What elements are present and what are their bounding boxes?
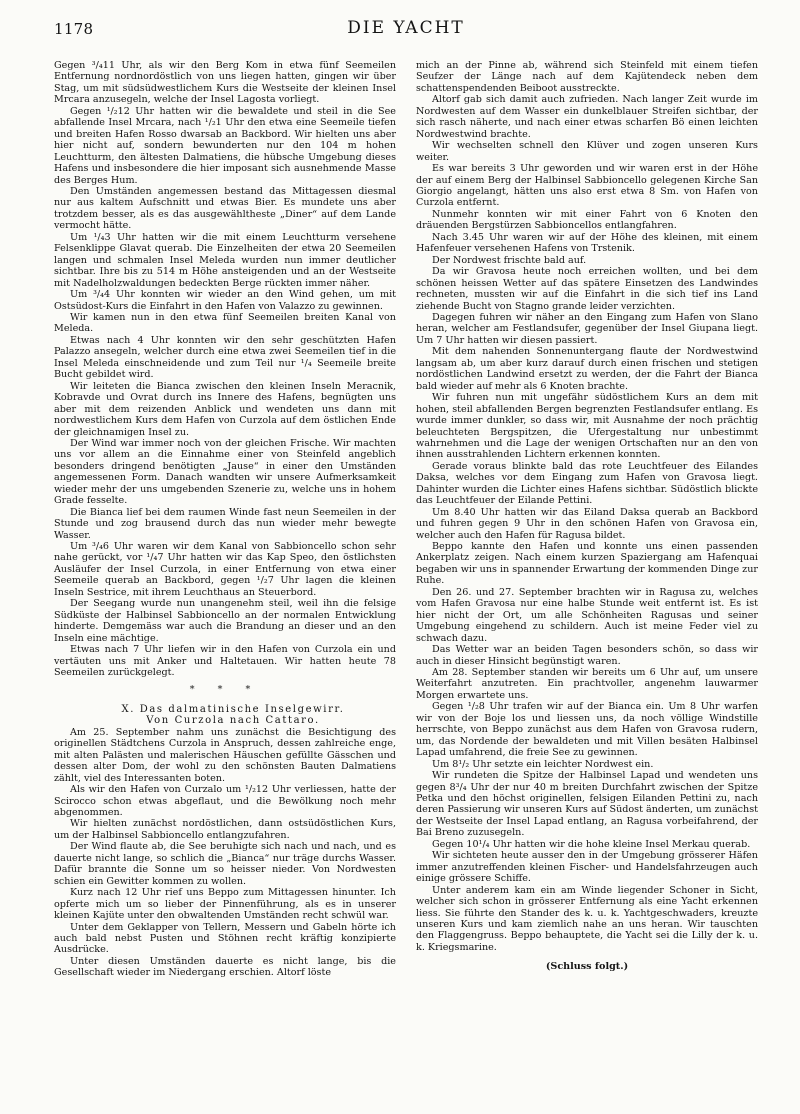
paragraph: Um 8.40 Uhr hatten wir das Eiland Daksa querab an Backbord und fuhren gegen 9 Uhr in den schönen Hafen von Gravosa ein, welcher auch den Hafen für Ragusa bildet. — [416, 506, 758, 541]
paragraph: Etwas nach 4 Uhr konnten wir den sehr geschützten Hafen Palazzo ansegeln, welcher durch eine etwa zwei Seemeilen tief in die Insel Meleda einschneidende und zum Teil nur ¹/₄ Seemeile breite Bucht gebildet wird. — [54, 334, 396, 381]
paragraph: Gegen ³/₄11 Uhr, als wir den Berg Kom in etwa fünf Seemeilen Entfernung nordnordöstlich von uns liegen hatten, gingen wir über Stag, um mit südsüdwestlichem Kurs die Westseite der kleinen Insel Mrcara anzusegeln, welche der Insel Lagosta vorliegt. — [54, 60, 396, 106]
paragraph: Kurz nach 12 Uhr rief uns Beppo zum Mittagessen hinunter. Ich opferte mich um so lieber der Pinnenführung, als es in unserer kleinen Kajüte unter den obwaltenden Umständen recht schwül war. — [54, 887, 396, 922]
text-columns — [54, 60, 758, 979]
section-subtitle: Von Curzola nach Cattaro. — [146, 715, 320, 727]
paragraph: Unter diesen Umständen dauerte es nicht lange, bis die Gesellschaft wieder im Niedergang erschien. Altorf löste — [54, 955, 396, 979]
left-column — [54, 60, 396, 979]
paragraph: Um 8¹/₂ Uhr setzte ein leichter Nordwest ein. — [432, 758, 654, 770]
paragraph: Wir rundeten die Spitze der Halbinsel Lapad und wendeten uns gegen 8³/₄ Uhr der nur 40 m breiten Durchfahrt zwischen der Spitze Petka und den höchst originellen, felsigen Eilanden Pettini zu, nach deren Passierung wir unseren Kurs auf Südost änderten, um zunächst der Westseite der Insel Lapad entlang, an Ragusa vorbeifahrend, der Bai Breno zuzusegeln. — [416, 770, 758, 839]
paragraph: Wir leiteten die Bianca zwischen den kleinen Inseln Meracnik, Kobravde und Ovrat durch ins Innere des Hafens, begnügten uns aber mit dem reizenden Anblick und wendeten uns dann mit nordwestlichem Kurs dem Hafen von Curzola auf dem östlichen Ende der gleichnamigen Insel zu. — [54, 380, 396, 438]
paragraph: Das Wetter war an beiden Tagen besonders schön, so dass wir auch in dieser Hinsicht begünstigt waren. — [416, 644, 758, 667]
paragraph: Wir fuhren nun mit ungefähr südöstlichem Kurs an dem mit hohen, steil abfallenden Bergen begrenzten Festlandsufer entlang. Es wurde immer dunkler, so dass wir, mit Ausnahme der noch prächtig beleuchteten Bergspitzen, die Ufergestaltung nur unbestimmt wahrnehmen und die Lage der wenigen Ortschaften nur an den von ihnen ausstrahlenden Lichtern erkennen konnten. — [416, 392, 758, 461]
paragraph: Gerade voraus blinkte bald das rote Leuchtfeuer des Eilandes Daksa, welches vor dem Eingang zum Hafen von Gravosa liegt. Dahinter wurden die Lichter eines Hafens sichtbar. Südöstlich blickte das Leuchtfeuer der Eilande Pettini. — [416, 460, 758, 507]
paragraph: Der Wind flaute ab, die See beruhigte sich nach und nach, und es dauerte nicht lange, so schlich die „Bianca“ nur träge durchs Wasser. Dafür brannte die Sonne um so heisser nieder. Von Nordwesten schien ein Gewitter kommen zu wollen. — [54, 841, 396, 887]
paragraph: Den Umständen angemessen bestand das Mittagessen diesmal nur aus kaltem Aufschnitt und etwas Bier. Es mundete uns aber trotzdem besser, als es das ausgewähltheste „Diner“ auf dem Lande vermocht hätte. — [54, 185, 396, 232]
paragraph: Unter dem Geklapper von Tellern, Messern und Gabeln hörte ich auch bald nebst Pusten und Stöhnen recht kräftig konzipierte Ausdrücke. — [54, 921, 396, 956]
paragraph: Um ¹/₄3 Uhr hatten wir die mit einem Leuchtturm versehene Felsenklippe Glavat querab. Die Einzelheiten der etwa 20 Seemeilen langen und schmalen Insel Meleda wurden nun immer deutlicher sichtbar. Ihre bis zu 514 m Höhe ansteigenden und an der Westseite mit Nadelholzwaldungen bedeckten Berge rückten immer näher. — [54, 231, 396, 289]
paragraph: Unter anderem kam ein am Winde liegender Schoner in Sicht, welcher sich schon in grösserer Entfernung als eine Yacht erkennen liess. Sie führte den Stander des k. u. k. Yachtgeschwaders, kreuzte unseren Kurs und kam ziemlich nahe an uns heran. Wir tauschten den Flaggengruss. Beppo behauptete, die Yacht sei die Lilly der k. u. k. Kriegsmarine. — [416, 884, 758, 953]
right-column — [416, 60, 758, 979]
page — [54, 16, 758, 1106]
section-title: X. Das dalmatinische Inselgewirr. — [121, 703, 345, 715]
paragraph: Wir hielten zunächst nordöstlichen, dann ostsüdöstlichen Kurs, um der Halbinsel Sabbioncello entlangzufahren. — [54, 818, 396, 841]
paragraph: Beppo kannte den Hafen und konnte uns einen passenden Ankerplatz zeigen. Nach einem kurzen Spaziergang am Hafenquai begaben wir uns in spannender Erwartung der kommenden Dinge zur Ruhe. — [416, 541, 759, 587]
paragraph: Um ³/₄6 Uhr waren wir dem Kanal von Sabbioncello schon sehr nahe gerückt, vor ¹/₄7 Uhr hatten wir das Kap Speo, den östlichsten Ausläufer der Insel Curzola, in einer Entfernung von etwa einer Seemeile querab an Backbord, gegen ¹/₂7 Uhr lagen die kleinen Inseln Sestrice, mit ihrem Leuchthaus an Steuerbord. — [54, 541, 396, 598]
running-title: DIE YACHT — [347, 18, 465, 38]
paragraph: Die Bianca lief bei dem raumen Winde fast neun Seemeilen in der Stunde und zog brausend durch das nun wieder mehr bewegte Wasser. — [54, 506, 396, 541]
paragraph: Der Seegang wurde nun unangenehm steil, weil ihn die felsige Südküste der Halbinsel Sabbioncello an der normalen Entwicklung hinderte. Demgemäss war auch die Brandung an dieser und an den Inseln eine mächtige. — [54, 598, 396, 644]
paragraph: Um ³/₄4 Uhr konnten wir wieder an den Wind gehen, um mit Ostsüdost-Kurs die Einfahrt in den Hafen von Valazzo zu gewinnen. — [54, 289, 396, 312]
paragraph: Gegen 10¹/₄ Uhr hatten wir die hohe kleine Insel Merkau querab. — [432, 838, 751, 850]
paragraph: Wir kamen nun in den etwa fünf Seemeilen breiten Kanal von Meleda. — [54, 311, 396, 335]
paragraph: Wir wechselten schnell den Klüver und zogen unseren Kurs weiter. — [416, 140, 758, 163]
closing-note: (Schluss folgt.) — [545, 961, 629, 973]
paragraph: Mit dem nahenden Sonnenuntergang flaute der Nordwestwind langsam ab, um aber kurz darauf durch einen frischen und stetigen nordöstlichen Landwind ersetzt zu werden, der die Fahrt der Bianca bald wieder auf mehr als 6 Knoten brachte. — [416, 346, 758, 392]
paragraph: Altorf gab sich damit auch zufrieden. Nach langer Zeit wurde im Nordwesten auf dem Wasser ein dunkelblauer Streifen sichtbar, der sich rasch näherte, und nach einer etwas scharfen Bö einen leichten Nordwestwind brachte. — [416, 94, 758, 140]
paragraph: Etwas nach 7 Uhr liefen wir in den Hafen von Curzola ein und vertäuten uns mit Anker und Haltetauen. Wir hatten heute 78 Seemeilen zurückgelegt. — [54, 644, 396, 679]
paragraph: Der Nordwest frischte bald auf. — [432, 254, 587, 266]
paragraph: Dagegen fuhren wir näher an den Eingang zum Hafen von Slano heran, welcher am Festlandsufer, gegenüber der Insel Giupana liegt. Um 7 Uhr hatten wir diesen passiert. — [416, 311, 758, 346]
paragraph: Nach 3.45 Uhr waren wir auf der Höhe des kleinen, mit einem Hafenfeuer versehenen Hafens von Trstenik. — [416, 231, 758, 255]
section-divider-stars: * * * — [189, 684, 261, 696]
paragraph: Wir sichteten heute ausser den in der Umgebung grösserer Häfen immer anzutreffenden kleinen Fischer- und Handelsfahrzeugen auch einige grössere Schiffe. — [416, 850, 758, 885]
page-header — [54, 16, 758, 60]
paragraph: Gegen ¹/₂12 Uhr hatten wir die bewaldete und steil in die See abfallende Insel Mrcara, nach ¹/₂1 Uhr den etwa eine Seemeile tiefen und breiten Hafen Rosso dwarsab an Backbord. Wir hielten uns aber hier nicht auf, sondern bewunderten nur den 104 m hohen Leuchtturm, den ältesten Dalmatiens, die hübsche Umgebung dieses Hafens und insbesondere die hier imposant sich ausnehmende Masse des Berges Hum. — [54, 105, 396, 186]
paragraph: Es war bereits 3 Uhr geworden und wir waren erst in der Höhe der auf einem Berg der Halbinsel Sabbioncello gelegenen Kirche San Giorgio angelangt, hätten uns also erst etwa 8 Sm. von Hafen von Curzola entfernt. — [416, 163, 758, 209]
paragraph: Am 25. September nahm uns zunächst die Besichtigung des originellen Städtchens Curzola in Anspruch, dessen zahlreiche enge, mit alten Palästen und malerischen Häuschen gefüllte Gässchen und dessen alter Dom, der wohl zu den schönsten Bauten Dalmatiens zählt, viel des Interessanten boten. — [54, 726, 396, 784]
paragraph: mich an der Pinne ab, während sich Steinfeld mit einem tiefen Seufzer der Länge nach auf dem Kajütendeck neben dem schattenspendenden Beiboot ausstreckte. — [416, 60, 758, 94]
paragraph: Am 28. September standen wir bereits um 6 Uhr auf, um unsere Weiterfahrt anzutreten. Ein prachtvoller, angenehm lauwarmer Morgen erwartete uns. — [416, 667, 758, 701]
paragraph: Als wir den Hafen von Curzalo um ¹/₂12 Uhr verliessen, hatte der Scirocco schon etwas abgeflaut, und die Bewölkung noch mehr abgenommen. — [54, 784, 396, 818]
paragraph: Der Wind war immer noch von der gleichen Frische. Wir machten uns vor allem an die Einnahme einer von Steinfeld angeblich besonders dringend benötigten „Jause“ in einer den Umständen angemessenen Form. Danach wandten wir unsere Aufmerksamkeit wieder mehr der uns umgebenden Szenerie zu, welche uns in hohem Grade fesselte. — [54, 437, 396, 507]
paragraph: Gegen ¹/₂8 Uhr trafen wir auf der Bianca ein. Um 8 Uhr warfen wir von der Boje los und liessen uns, da noch völlige Windstille herrschte, von Beppo zunächst aus dem Hafen von Gravosa rudern, um, das Nordende der bewaldeten und mit Villen besäten Halbinsel Lapad umfahrend, die freie See zu gewinnen. — [416, 701, 758, 759]
page-number: 1178 — [54, 20, 94, 38]
paragraph: Den 26. und 27. September brachten wir in Ragusa zu, welches vom Hafen Gravosa nur eine halbe Stunde weit entfernt ist. Es ist hier nicht der Ort, um alle Schönheiten Ragusas und seiner Umgebung eingehend zu schildern. Auch ist meine Feder viel zu schwach dazu. — [416, 586, 758, 644]
paragraph: Da wir Gravosa heute noch erreichen wollten, und bei dem schönen heissen Wetter auf das spätere Einsetzen des Landwindes rechneten, mussten wir auf die Einfahrt in die sich tief ins Land ziehende Bucht von Stagno grande leider verzichten. — [416, 266, 758, 312]
paragraph: Nunmehr konnten wir mit einer Fahrt von 6 Knoten den dräuenden Bergstürzen Sabbioncellos entlangfahren. — [416, 208, 758, 232]
